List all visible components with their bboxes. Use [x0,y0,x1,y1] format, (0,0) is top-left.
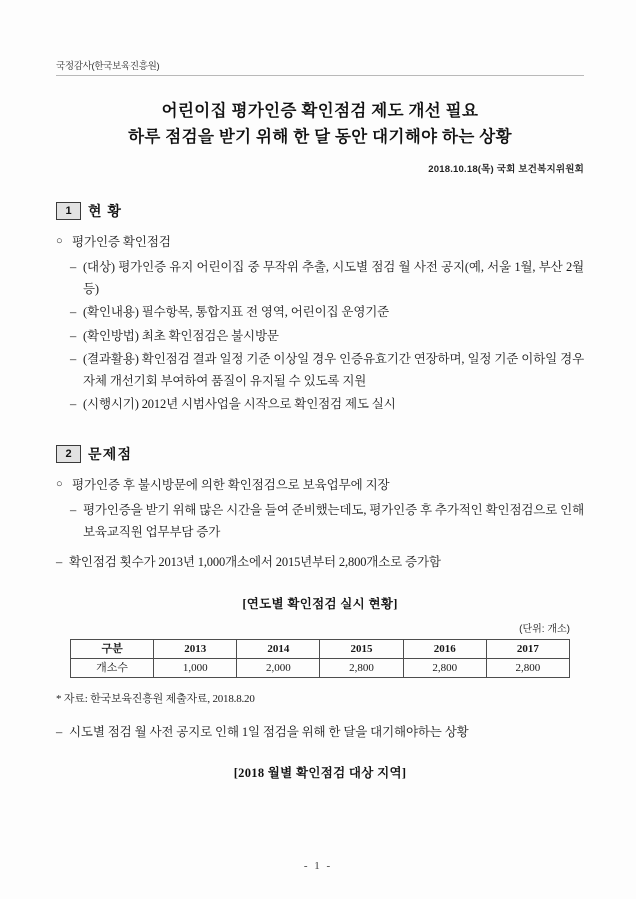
second-table-caption: [2018 월별 확인점검 대상 지역] [233,766,407,781]
list-item-label: (결과활용) 확인점검 결과 일정 기준 이상일 경우 인증유효기간 연장하며, 일정 기준 이하일 경우 자체 개선기회 부여하여 품질이 유지될 수 있도록 지원 [83,352,584,388]
dash-bullet-icon: – [56,555,63,570]
table-column-header: 구분 [71,639,154,658]
list-item [56,500,584,543]
list-item-label: 확인점검 횟수가 2013년 1,000개소에서 2015년부터 2,800개소로 증가함 [69,555,441,570]
list-item [56,722,584,744]
list-item-label: 평가인증 확인점검 [72,235,171,250]
table-column-header: 2016 [403,639,486,658]
list-item-label: (확인내용) 필수항목, 통합지표 전 영역, 어린이집 운영기준 [83,305,390,320]
section-number-1: 1 [56,202,81,220]
dash-bullet-icon: – [70,260,77,275]
section-title-2: 문제점 [88,447,133,463]
dash-bullet-icon: – [70,503,77,518]
list-item [56,302,584,324]
title-block [56,98,584,149]
section-number-2: 2 [56,445,81,463]
list-item [56,552,584,574]
dash-bullet-icon: – [56,724,63,739]
list-item-label: (대상) 평가인증 유지 어린이집 중 무작위 추출, 시도별 점검 월 사전 공지(예, 서울 1월, 부산 2월 등) [83,260,584,296]
section-heading-2 [56,444,584,464]
list-item [56,349,584,392]
table-unit-note: (단위: 개소) [519,623,570,635]
list-item-label: 평가인증 후 불시방문에 의한 확인점검으로 보육업무에 지장 [72,477,390,492]
dash-bullet-icon: – [70,328,77,343]
list-item-label: (시행시기) 2012년 시범사업을 시작으로 확인점검 제도 실시 [83,397,396,412]
page-number: - 1 - [303,860,333,872]
page-title-line-2: 하루 점검을 받기 위해 한 달 동안 대기해야 하는 상황 [128,126,512,146]
table-column-header: 2013 [154,639,237,658]
page-title-line-1: 어린이집 평가인증 확인점검 제도 개선 필요 [161,101,479,120]
table-cell: 2,800 [486,658,569,677]
table-cell: 2,800 [403,658,486,677]
list-item-label: 평가인증을 받기 위해 많은 시간을 들여 준비했는데도, 평가인증 후 추가적인 확인점검으로 인해 보육교직원 업무부담 증가 [83,503,584,539]
list-item [56,326,584,348]
list-item [56,394,584,416]
list-item [56,475,584,495]
list-item-label: (확인방법) 최초 확인점검은 불시방문 [83,328,279,343]
table-column-header: 2017 [486,639,569,658]
table-cell: 1,000 [154,658,237,677]
block-spacer [56,706,584,722]
table-row [71,658,570,677]
list-item-label: 시도별 점검 월 사전 공지로 인해 1일 점검을 위해 한 달을 대기해야하는 상황 [69,724,469,739]
list-spacer [56,545,584,552]
list-item [56,232,584,252]
section-title-1: 현 황 [88,205,123,221]
section-spacer [56,418,584,440]
table-cell: 2,000 [237,658,320,677]
page-content [56,58,584,789]
circle-bullet-icon: ○ [56,477,63,490]
header-divider [56,75,584,76]
yearly-inspection-table [70,639,570,678]
table-source-note: * 자료: 한국보육진흥원 제출자료, 2018.8.20 [56,692,255,705]
table-column-header: 2015 [320,639,403,658]
table-cell: 2,800 [320,658,403,677]
committee-date-line: 2018.10.18(목) 국회 보건복지위원회 [428,164,584,176]
dash-bullet-icon: – [70,352,77,367]
table-header-row [71,639,570,658]
section-heading-1 [56,201,584,221]
table-row-label: 개소수 [71,658,154,677]
circle-bullet-icon: ○ [56,235,63,248]
list-item [56,257,584,300]
running-head: 국정감사(한국보육진흥원) [56,61,160,72]
table-caption: [연도별 확인점검 실시 현황] [242,596,398,611]
dash-bullet-icon: – [70,397,77,412]
table-column-header: 2014 [237,639,320,658]
dash-bullet-icon: – [70,305,77,320]
